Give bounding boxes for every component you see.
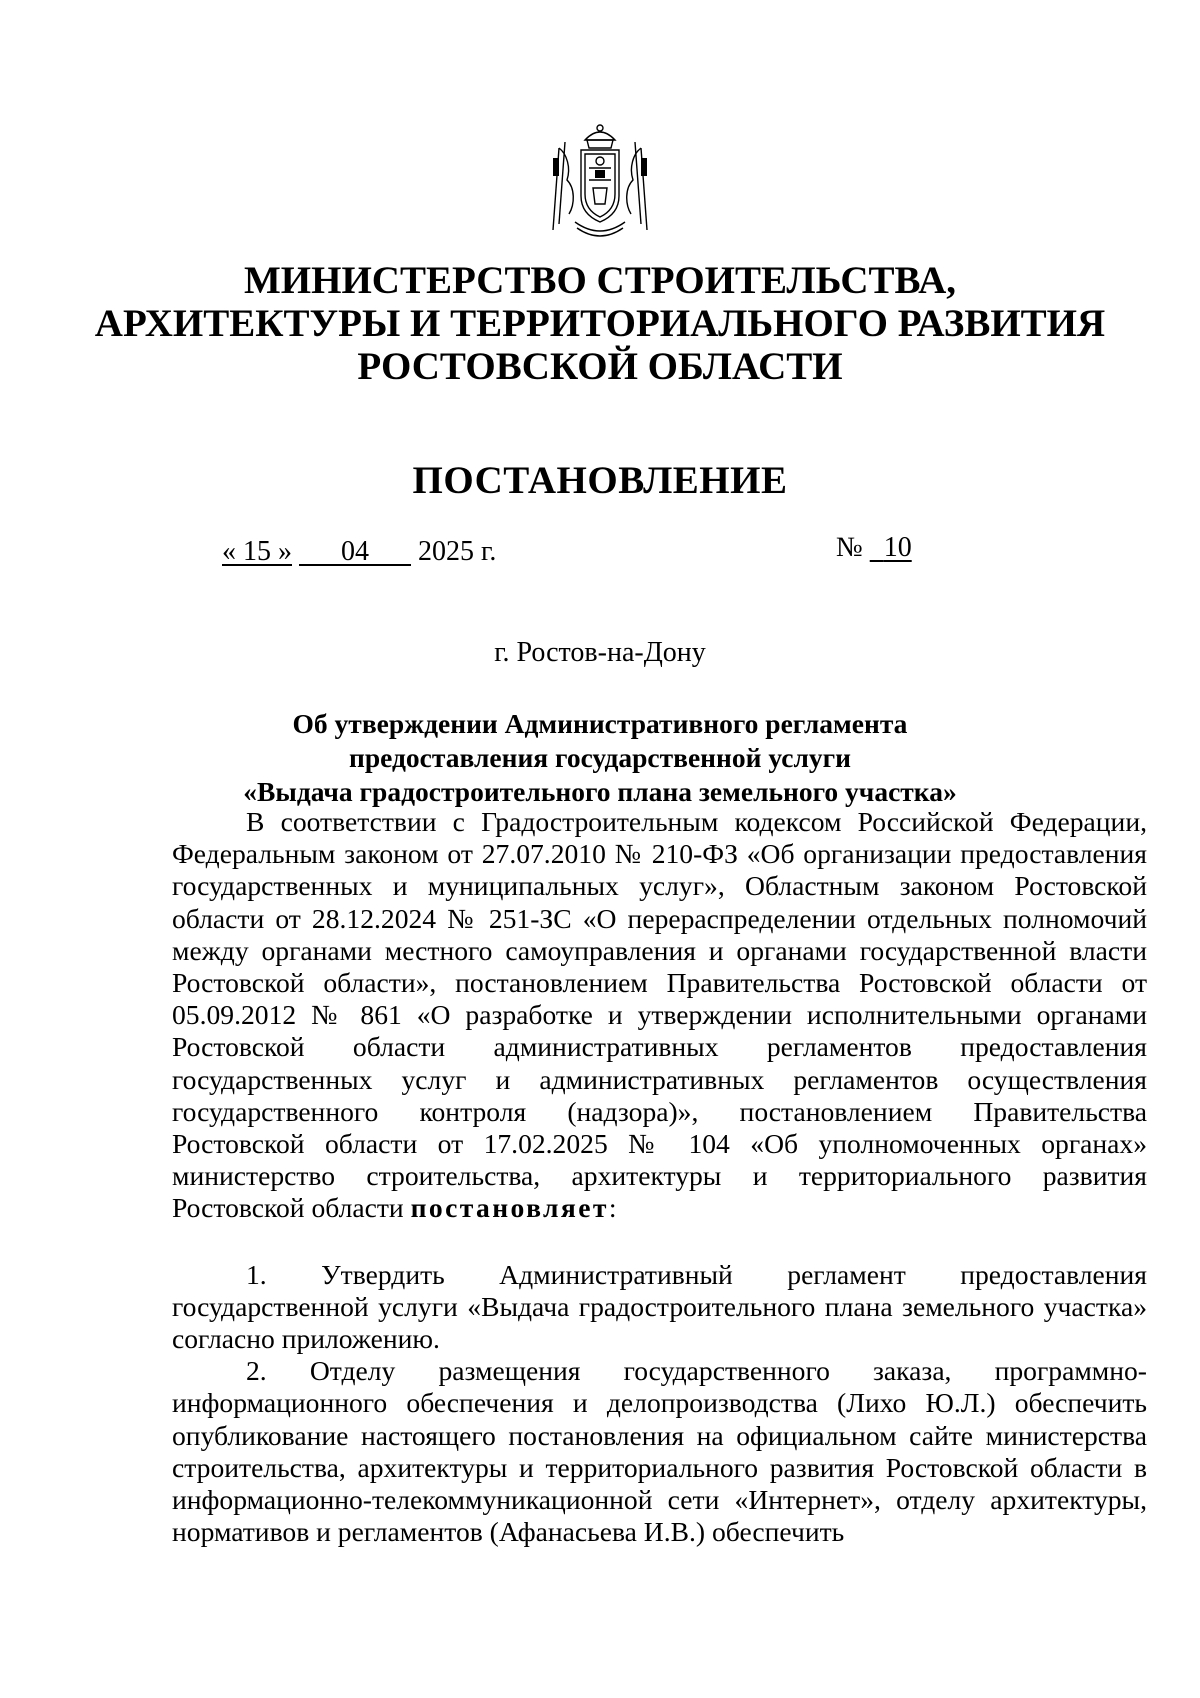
subject-line: Об утверждении Административного регламента	[292, 708, 908, 739]
document-subject	[0, 707, 1200, 809]
document-body	[172, 806, 1147, 1548]
ministry-line: АРХИТЕКТУРЫ И ТЕРРИТОРИАЛЬНОГО РАЗВИТИЯ	[94, 302, 1106, 345]
document-number	[836, 532, 912, 564]
subject-line: «Выдача градостроительного плана земельного участка»	[243, 776, 957, 807]
preamble-paragraph	[172, 806, 1147, 1225]
date-month-value: 04	[341, 536, 369, 567]
resolution-keyword: постановляет	[410, 1192, 609, 1224]
ministry-line: МИНИСТЕРСТВО СТРОИТЕЛЬСТВА,	[243, 259, 957, 302]
subject-line: предоставления государственной услуги	[349, 742, 851, 773]
number-value-wrap	[870, 532, 912, 563]
date-day: « 15 »	[222, 536, 292, 567]
coat-of-arms-emblem	[545, 118, 655, 244]
date-month	[299, 536, 411, 567]
date-year: 2025 г.	[418, 536, 497, 567]
document-type-title: ПОСТАНОВЛЕНИЕ	[412, 459, 788, 502]
number-label: №	[836, 532, 863, 563]
item-paragraph: 2. Отделу размещения государственного заказа, программно-информационного обеспечения и делопроизводства (Лихо Ю.Л.) обеспечить опубликование настоящего постановления на официальном сайте министерства строительства, архитектуры и территориального развития Ростовской области в информационно-телекоммуникационной сети «Интернет», отделу архитектуры, нормативов и регламентов (Афанасьева И.В.) обеспечить	[172, 1355, 1147, 1548]
ministry-line: РОСТОВСКОЙ ОБЛАСТИ	[357, 345, 843, 388]
preamble-text: В соответствии с Градостроительным кодексом Российской Федерации, Федеральным законом от 27.07.2010 № 210-ФЗ «Об организации предоставления государственных и муниципальных услуг», Областным законом Ростовской области от 28.12.2024 № 251-ЗС «О перераспределении отдельных полномочий между органами местного самоуправления и органами государственной власти Ростовской области», постановлением Правительства Ростовской области от 05.09.2012 № 861 «О разработке и утверждении исполнительными органами Ростовской области административных регламентов предоставления государственных услуг и административных регламентов осуществления государственного контроля (надзора)», постановлением Правительства Ростовской области от 17.02.2025 № 104 «Об уполномоченных органах» министерство строительства, архитектуры и территориального развития Ростовской области	[172, 806, 1147, 1224]
number-value: 10	[883, 532, 912, 563]
preamble-end: :	[608, 1192, 617, 1224]
item-paragraph: 1. Утвердить Административный регламент предоставления государственной услуги «Выдача градостроительного плана земельного участка» согласно приложению.	[172, 1258, 1147, 1355]
document-city: г. Ростов-на-Дону	[494, 637, 706, 668]
ministry-name	[0, 259, 1200, 388]
document-date	[222, 536, 496, 568]
